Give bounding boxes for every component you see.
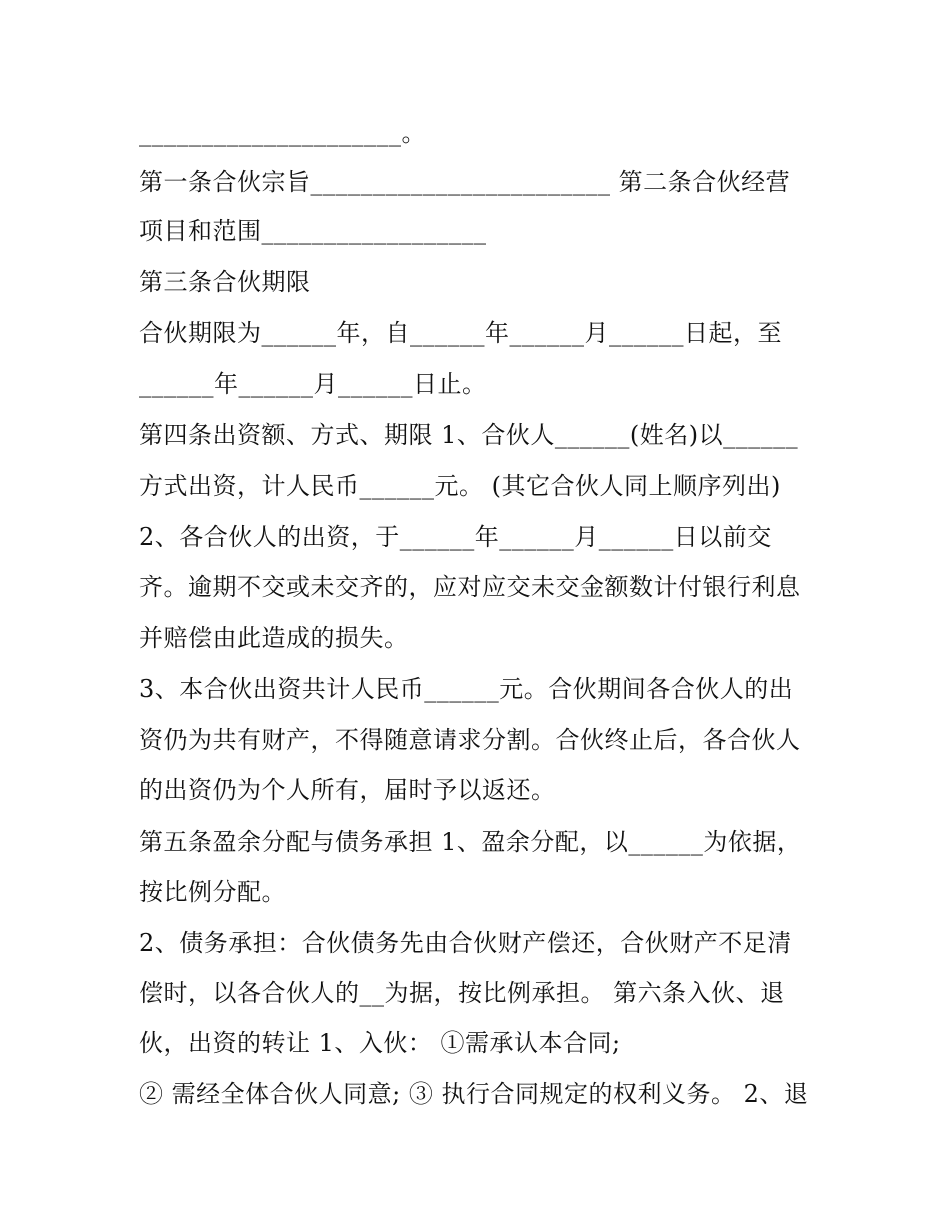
text-line: 并赔偿由此造成的损失。 [139, 624, 409, 652]
text-line: 2、债务承担：合伙债务先由合伙财产偿还，合伙财产不足清 [139, 929, 792, 957]
text-line: 方式出资，计人民币______元。 (其它合伙人同上顺序列出) [139, 472, 781, 500]
text-line: ② 需经全体合伙人同意; ③ 执行合同规定的权利义务。 2、退 [139, 1080, 809, 1108]
text-line: 的出资仍为个人所有，届时予以返还。 [139, 776, 556, 804]
text-line: 伙，出资的转让 1、入伙： ①需承认本合同; [139, 1029, 621, 1057]
text-line: 合伙期限为______年，自______年______月______日起，至 [139, 319, 782, 347]
text-line: 3、本合伙出资共计人民币______元。合伙期间各合伙人的出 [139, 675, 794, 703]
text-line: _____________________。 [139, 119, 426, 147]
text-line: 齐。逾期不交或未交齐的，应对应交未交金额数计付银行利息 [139, 573, 801, 601]
text-line: 第五条盈余分配与债务承担 1、盈余分配，以______为依据， [139, 828, 802, 856]
text-line: 按比例分配。 [139, 878, 286, 906]
text-line: 第一条合伙宗旨________________________ 第二条合伙经营 [139, 168, 791, 196]
text-line: 资仍为共有财产，不得随意请求分割。合伙终止后，各合伙人 [139, 726, 801, 754]
text-line: 第四条出资额、方式、期限 1、合伙人______(姓名)以______ [139, 421, 799, 449]
text-line: 项目和范围__________________ [139, 217, 487, 245]
text-line: ______年______月______日止。 [139, 370, 487, 398]
text-line: 第三条合伙期限 [139, 268, 311, 296]
text-line: 2、各合伙人的出资，于______年______月______日以前交 [139, 523, 772, 551]
text-line: 偿时，以各合伙人的__为据，按比例承担。 第六条入伙、退 [139, 979, 785, 1007]
